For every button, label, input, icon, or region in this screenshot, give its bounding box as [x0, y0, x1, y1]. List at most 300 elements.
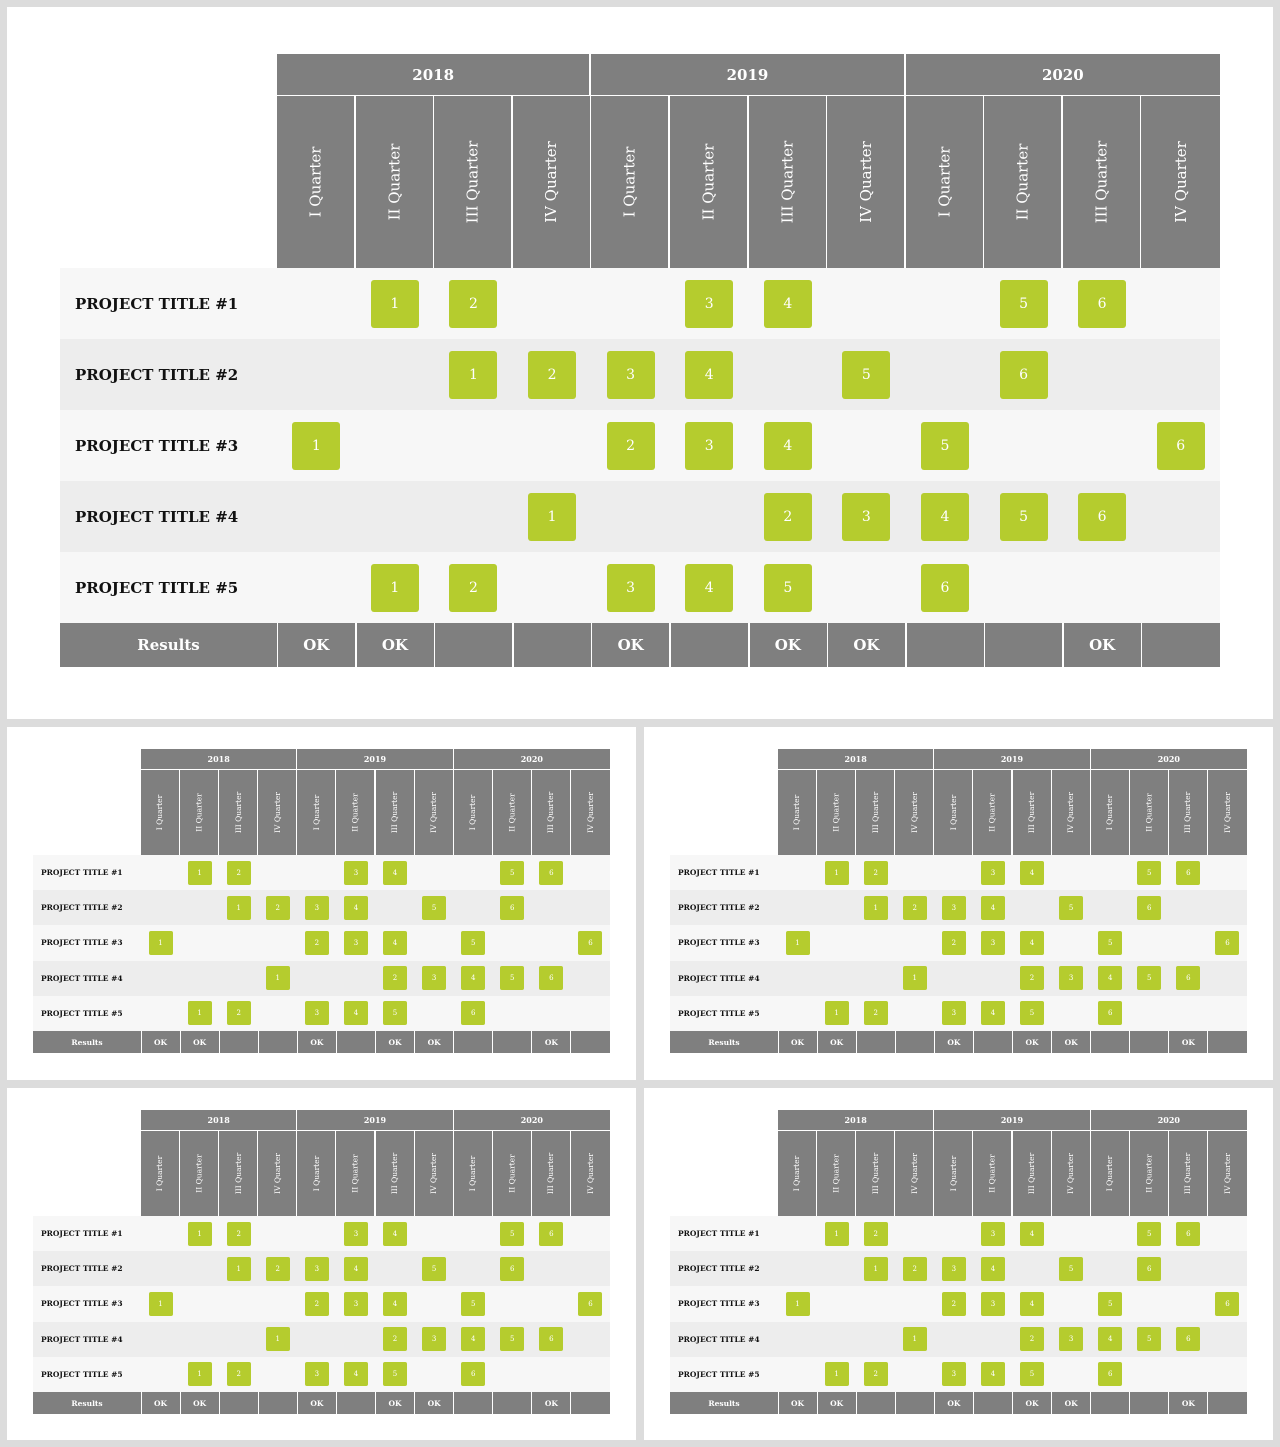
milestone-marker[interactable]: 2 — [449, 564, 497, 612]
results-divider — [778, 1031, 779, 1053]
quarter-header — [571, 770, 610, 855]
milestone-marker[interactable]: 5 — [1000, 280, 1048, 328]
quarter-label: III Quarter — [1183, 791, 1193, 834]
milestone-marker[interactable]: 6 — [1176, 1222, 1200, 1246]
milestone-marker[interactable]: 5 — [1137, 1222, 1161, 1246]
milestone-marker[interactable]: 6 — [500, 1257, 524, 1281]
result-value — [219, 1392, 258, 1414]
milestone-marker[interactable]: 3 — [422, 966, 446, 990]
milestone-marker[interactable]: 4 — [383, 1292, 407, 1316]
quarter-label: I Quarter — [948, 794, 958, 831]
milestone-marker[interactable]: 5 — [383, 1001, 407, 1025]
project-title: PROJECT TITLE #5 — [41, 1369, 123, 1379]
milestone-marker[interactable]: 4 — [764, 280, 812, 328]
milestone-marker[interactable]: 6 — [1176, 966, 1200, 990]
milestone-marker[interactable]: 1 — [227, 1257, 251, 1281]
milestone-marker[interactable]: 5 — [461, 931, 485, 955]
results-divider — [434, 623, 436, 667]
milestone-marker[interactable]: 6 — [539, 1327, 563, 1351]
project-title: PROJECT TITLE #3 — [41, 938, 123, 948]
results-divider — [1247, 1392, 1248, 1414]
milestone-marker[interactable]: 5 — [1000, 493, 1048, 541]
results-divider — [141, 1392, 142, 1414]
results-divider — [856, 1031, 857, 1053]
milestone-marker[interactable]: 3 — [942, 1001, 966, 1025]
result-value: OK — [830, 1398, 844, 1408]
milestone-marker[interactable]: 1 — [266, 966, 290, 990]
results-divider — [934, 1392, 935, 1414]
project-title: PROJECT TITLE #1 — [678, 868, 760, 878]
milestone-marker[interactable]: 6 — [1078, 280, 1126, 328]
milestone-marker[interactable]: 1 — [149, 931, 173, 955]
milestone-marker[interactable]: 5 — [1020, 1001, 1044, 1025]
quarter-header — [856, 1131, 894, 1216]
result-value: OK — [1064, 1398, 1078, 1408]
quarter-header — [1063, 96, 1140, 268]
quarter-header — [895, 1131, 933, 1216]
quarter-header — [336, 1131, 374, 1216]
milestone-marker[interactable]: 1 — [371, 280, 419, 328]
milestone-marker[interactable]: 1 — [149, 1292, 173, 1316]
quarter-label: II Quarter — [987, 793, 997, 832]
milestone-marker[interactable]: 2 — [864, 1362, 888, 1386]
results-divider — [610, 1392, 611, 1414]
milestone-marker[interactable]: 2 — [1020, 966, 1044, 990]
milestone-marker[interactable]: 5 — [422, 1257, 446, 1281]
quarter-label: III Quarter — [546, 1152, 556, 1195]
milestone-marker[interactable]: 1 — [864, 896, 888, 920]
year-header: 2018 — [141, 1110, 296, 1130]
project-title: PROJECT TITLE #3 — [678, 938, 760, 948]
quarter-label: IV Quarter — [1066, 792, 1076, 833]
milestone-marker[interactable]: 2 — [1020, 1327, 1044, 1351]
milestone-marker[interactable]: 5 — [500, 1222, 524, 1246]
result-value — [513, 623, 592, 667]
milestone-marker[interactable]: 4 — [344, 896, 368, 920]
milestone-marker[interactable]: 1 — [188, 1362, 212, 1386]
milestone-marker[interactable]: 3 — [305, 1257, 329, 1281]
milestone-marker[interactable]: 1 — [786, 1292, 810, 1316]
milestone-marker[interactable]: 6 — [1176, 1327, 1200, 1351]
milestone-marker[interactable]: 5 — [1137, 861, 1161, 885]
milestone-marker[interactable]: 5 — [921, 422, 969, 470]
milestone-marker[interactable]: 6 — [578, 1292, 602, 1316]
milestone-marker[interactable]: 6 — [500, 896, 524, 920]
milestone-marker[interactable]: 6 — [1078, 493, 1126, 541]
project-title: PROJECT TITLE #1 — [678, 1229, 760, 1239]
milestone-marker[interactable]: 4 — [685, 351, 733, 399]
milestone-marker[interactable]: 1 — [825, 1362, 849, 1386]
milestone-marker[interactable]: 1 — [292, 422, 340, 470]
results-divider — [1090, 1031, 1091, 1053]
result-value: OK — [303, 636, 330, 654]
quarter-label: II Quarter — [194, 1154, 204, 1193]
quarter-label: III Quarter — [1183, 1152, 1193, 1195]
milestone-marker[interactable]: 4 — [981, 1362, 1005, 1386]
result-value — [336, 1392, 375, 1414]
result-value — [219, 1031, 258, 1053]
results-divider — [1207, 1031, 1208, 1053]
quarter-header — [258, 1131, 296, 1216]
milestone-marker[interactable]: 2 — [864, 861, 888, 885]
milestone-marker[interactable]: 1 — [449, 351, 497, 399]
quarter-header — [219, 770, 257, 855]
milestone-marker[interactable]: 2 — [266, 1257, 290, 1281]
milestone-marker[interactable]: 5 — [1137, 1327, 1161, 1351]
milestone-marker[interactable]: 6 — [461, 1362, 485, 1386]
quarter-header — [141, 770, 179, 855]
milestone-marker[interactable]: 4 — [981, 1257, 1005, 1281]
milestone-marker[interactable]: 2 — [903, 896, 927, 920]
project-title: PROJECT TITLE #5 — [75, 578, 239, 597]
milestone-marker[interactable]: 3 — [981, 1222, 1005, 1246]
milestone-marker[interactable]: 4 — [685, 564, 733, 612]
milestone-marker[interactable]: 1 — [825, 1001, 849, 1025]
milestone-marker[interactable]: 6 — [921, 564, 969, 612]
milestone-marker[interactable]: 1 — [528, 493, 576, 541]
milestone-marker[interactable]: 2 — [227, 1001, 251, 1025]
results-divider — [355, 623, 357, 667]
milestone-marker[interactable]: 3 — [607, 351, 655, 399]
milestone-marker[interactable]: 2 — [528, 351, 576, 399]
milestone-marker[interactable]: 1 — [371, 564, 419, 612]
milestone-marker[interactable]: 3 — [981, 931, 1005, 955]
milestone-marker[interactable]: 6 — [1137, 1257, 1161, 1281]
milestone-marker[interactable]: 4 — [921, 493, 969, 541]
quarter-label: I Quarter — [620, 146, 639, 218]
milestone-marker[interactable]: 6 — [1215, 931, 1239, 955]
milestone-marker[interactable]: 6 — [1215, 1292, 1239, 1316]
result-value — [670, 623, 749, 667]
results-divider — [1168, 1031, 1169, 1053]
quarter-header — [817, 770, 855, 855]
milestone-marker[interactable]: 1 — [903, 1327, 927, 1351]
milestone-marker[interactable]: 3 — [305, 1001, 329, 1025]
year-header: 2020 — [1091, 1110, 1247, 1130]
milestone-marker[interactable]: 2 — [449, 280, 497, 328]
project-title: PROJECT TITLE #4 — [41, 1334, 123, 1344]
quarter-label: III Quarter — [1092, 140, 1111, 224]
quarter-label: IV Quarter — [585, 1153, 595, 1194]
quarter-header — [973, 1131, 1011, 1216]
milestone-marker[interactable]: 2 — [266, 896, 290, 920]
project-title: PROJECT TITLE #2 — [75, 365, 239, 384]
milestone-marker[interactable]: 4 — [981, 1001, 1005, 1025]
milestone-marker[interactable]: 4 — [344, 1362, 368, 1386]
year-header: 2020 — [906, 54, 1220, 95]
result-value: OK — [544, 1398, 558, 1408]
results-divider — [414, 1392, 415, 1414]
milestone-marker[interactable]: 3 — [942, 1362, 966, 1386]
milestone-marker[interactable]: 3 — [981, 861, 1005, 885]
milestone-marker[interactable]: 2 — [903, 1257, 927, 1281]
result-value — [1141, 623, 1220, 667]
quarter-header — [258, 770, 296, 855]
milestone-marker[interactable]: 5 — [500, 861, 524, 885]
milestone-marker[interactable]: 5 — [764, 564, 812, 612]
milestone-marker[interactable]: 4 — [981, 896, 1005, 920]
project-title: PROJECT TITLE #5 — [678, 1008, 760, 1018]
milestone-marker[interactable]: 3 — [1059, 966, 1083, 990]
results-divider — [1207, 1392, 1208, 1414]
results-divider — [1220, 623, 1222, 667]
quarter-label: IV Quarter — [856, 141, 875, 223]
milestone-marker[interactable]: 5 — [1098, 1292, 1122, 1316]
quarter-label: I Quarter — [792, 794, 802, 831]
milestone-marker[interactable]: 6 — [539, 966, 563, 990]
milestone-marker[interactable]: 6 — [1176, 861, 1200, 885]
milestone-marker[interactable]: 4 — [383, 1222, 407, 1246]
milestone-marker[interactable]: 2 — [383, 966, 407, 990]
milestone-marker[interactable]: 4 — [461, 1327, 485, 1351]
milestone-marker[interactable]: 3 — [1059, 1327, 1083, 1351]
slide-thumb-2 — [644, 727, 1273, 1080]
results-divider — [973, 1031, 974, 1053]
result-value: OK — [947, 1398, 961, 1408]
milestone-marker[interactable]: 2 — [227, 861, 251, 885]
milestone-marker[interactable]: 2 — [607, 422, 655, 470]
milestone-marker[interactable]: 2 — [942, 931, 966, 955]
milestone-marker[interactable]: 2 — [383, 1327, 407, 1351]
milestone-marker[interactable]: 4 — [1020, 1222, 1044, 1246]
result-value: OK — [193, 1037, 207, 1047]
year-header: 2019 — [591, 54, 903, 95]
quarter-label: III Quarter — [870, 791, 880, 834]
milestone-marker[interactable]: 4 — [383, 931, 407, 955]
milestone-marker[interactable]: 1 — [188, 1001, 212, 1025]
results-divider — [817, 1031, 818, 1053]
results-divider — [570, 1031, 571, 1053]
quarter-label: I Quarter — [306, 146, 325, 218]
results-divider — [1129, 1392, 1130, 1414]
quarter-header — [856, 770, 894, 855]
milestone-marker[interactable]: 4 — [1020, 861, 1044, 885]
milestone-marker[interactable]: 2 — [764, 493, 812, 541]
milestone-marker[interactable]: 6 — [1137, 896, 1161, 920]
milestone-marker[interactable]: 5 — [842, 351, 890, 399]
milestone-marker[interactable]: 5 — [1059, 1257, 1083, 1281]
milestone-marker[interactable]: 3 — [305, 1362, 329, 1386]
milestone-marker[interactable]: 4 — [1098, 1327, 1122, 1351]
result-value — [973, 1031, 1012, 1053]
project-title: PROJECT TITLE #4 — [75, 507, 239, 526]
quarter-header — [415, 770, 453, 855]
milestone-marker[interactable]: 1 — [188, 1222, 212, 1246]
results-divider — [277, 623, 279, 667]
result-value — [258, 1392, 297, 1414]
results-divider — [180, 1392, 181, 1414]
result-value: OK — [544, 1037, 558, 1047]
quarter-label: IV Quarter — [429, 792, 439, 833]
milestone-marker[interactable]: 3 — [305, 896, 329, 920]
milestone-marker[interactable]: 6 — [1098, 1001, 1122, 1025]
quarter-label: IV Quarter — [272, 792, 282, 833]
milestone-marker[interactable]: 3 — [981, 1292, 1005, 1316]
quarter-label: III Quarter — [778, 140, 797, 224]
results-label: Results — [708, 1037, 740, 1047]
milestone-marker[interactable]: 1 — [227, 896, 251, 920]
milestone-marker[interactable]: 1 — [864, 1257, 888, 1281]
project-title: PROJECT TITLE #4 — [41, 973, 123, 983]
milestone-marker[interactable]: 3 — [685, 422, 733, 470]
quarter-header — [934, 770, 972, 855]
quarter-header — [934, 1131, 972, 1216]
quarter-label: IV Quarter — [1222, 792, 1232, 833]
results-divider — [1051, 1392, 1052, 1414]
quarter-label: II Quarter — [699, 143, 718, 221]
results-divider — [748, 623, 750, 667]
milestone-marker[interactable]: 4 — [344, 1257, 368, 1281]
results-divider — [973, 1392, 974, 1414]
quarter-label: IV Quarter — [429, 1153, 439, 1194]
milestone-marker[interactable]: 3 — [422, 1327, 446, 1351]
milestone-marker[interactable]: 2 — [227, 1362, 251, 1386]
quarter-label: IV Quarter — [909, 792, 919, 833]
milestone-marker[interactable]: 5 — [500, 1327, 524, 1351]
quarter-header — [778, 1131, 816, 1216]
project-title: PROJECT TITLE #1 — [75, 294, 239, 313]
result-value: OK — [1025, 1037, 1039, 1047]
result-value — [1208, 1031, 1247, 1053]
results-divider — [453, 1031, 454, 1053]
milestone-marker[interactable]: 2 — [864, 1222, 888, 1246]
milestone-marker[interactable]: 1 — [825, 861, 849, 885]
milestone-marker[interactable]: 2 — [305, 931, 329, 955]
result-value — [493, 1392, 532, 1414]
milestone-marker[interactable]: 3 — [344, 861, 368, 885]
result-value: OK — [388, 1398, 402, 1408]
quarter-header — [749, 96, 826, 268]
milestone-marker[interactable]: 4 — [344, 1001, 368, 1025]
project-title: PROJECT TITLE #2 — [41, 1264, 123, 1274]
milestone-marker[interactable]: 3 — [344, 1292, 368, 1316]
milestone-marker[interactable]: 5 — [461, 1292, 485, 1316]
milestone-marker[interactable]: 2 — [864, 1001, 888, 1025]
milestone-marker[interactable]: 1 — [188, 861, 212, 885]
results-divider — [1129, 1031, 1130, 1053]
result-value — [906, 623, 985, 667]
milestone-marker[interactable]: 5 — [1059, 896, 1083, 920]
milestone-marker[interactable]: 4 — [1020, 931, 1044, 955]
quarter-label: IV Quarter — [272, 1153, 282, 1194]
quarter-label: I Quarter — [792, 1155, 802, 1192]
milestone-marker[interactable]: 4 — [1020, 1292, 1044, 1316]
result-value: OK — [1025, 1398, 1039, 1408]
milestone-marker[interactable]: 2 — [227, 1222, 251, 1246]
quarter-header — [827, 96, 904, 268]
project-title: PROJECT TITLE #5 — [41, 1008, 123, 1018]
quarter-label: IV Quarter — [1171, 141, 1190, 223]
milestone-marker[interactable]: 6 — [578, 931, 602, 955]
year-header: 2018 — [141, 749, 296, 769]
year-header: 2020 — [454, 749, 610, 769]
milestone-marker[interactable]: 4 — [1098, 966, 1122, 990]
result-value: OK — [1181, 1037, 1195, 1047]
milestone-marker[interactable]: 5 — [1020, 1362, 1044, 1386]
quarter-label: I Quarter — [948, 1155, 958, 1192]
milestone-marker[interactable]: 5 — [383, 1362, 407, 1386]
quarter-header — [1208, 1131, 1247, 1216]
result-value: OK — [1181, 1398, 1195, 1408]
quarter-header — [454, 1131, 492, 1216]
quarter-label: IV Quarter — [585, 792, 595, 833]
slide-thumb-4 — [644, 1088, 1273, 1440]
quarter-header — [493, 770, 531, 855]
results-divider — [570, 1392, 571, 1414]
result-value — [493, 1031, 532, 1053]
quarter-header — [1208, 770, 1247, 855]
result-value — [984, 623, 1063, 667]
results-divider — [984, 623, 986, 667]
milestone-marker[interactable]: 4 — [461, 966, 485, 990]
quarter-header — [778, 770, 816, 855]
quarter-label: IV Quarter — [909, 1153, 919, 1194]
quarter-header — [297, 770, 335, 855]
milestone-marker[interactable]: 6 — [1098, 1362, 1122, 1386]
quarter-header — [415, 1131, 453, 1216]
result-value: OK — [427, 1037, 441, 1047]
milestone-marker[interactable]: 6 — [539, 1222, 563, 1246]
milestone-marker[interactable]: 5 — [500, 966, 524, 990]
milestone-marker[interactable]: 3 — [344, 1222, 368, 1246]
project-title: PROJECT TITLE #4 — [678, 973, 760, 983]
results-divider — [297, 1392, 298, 1414]
results-divider — [531, 1392, 532, 1414]
results-divider — [141, 1031, 142, 1053]
result-value — [434, 623, 513, 667]
milestone-marker[interactable]: 3 — [842, 493, 890, 541]
results-divider — [669, 623, 671, 667]
result-value — [1130, 1392, 1169, 1414]
milestone-marker[interactable]: 2 — [305, 1292, 329, 1316]
quarter-label: III Quarter — [233, 1152, 243, 1195]
results-divider — [778, 1392, 779, 1414]
milestone-marker[interactable]: 5 — [1098, 931, 1122, 955]
milestone-marker[interactable]: 6 — [539, 861, 563, 885]
milestone-marker[interactable]: 3 — [607, 564, 655, 612]
milestone-marker[interactable]: 5 — [1137, 966, 1161, 990]
quarter-label: I Quarter — [935, 146, 954, 218]
milestone-marker[interactable]: 3 — [942, 896, 966, 920]
milestone-marker[interactable]: 6 — [1157, 422, 1205, 470]
milestone-marker[interactable]: 2 — [942, 1292, 966, 1316]
result-value — [258, 1031, 297, 1053]
milestone-marker[interactable]: 6 — [461, 1001, 485, 1025]
milestone-marker[interactable]: 4 — [383, 861, 407, 885]
milestone-marker[interactable]: 1 — [903, 966, 927, 990]
milestone-marker[interactable]: 3 — [344, 931, 368, 955]
milestone-marker[interactable]: 1 — [786, 931, 810, 955]
milestone-marker[interactable]: 6 — [1000, 351, 1048, 399]
milestone-marker[interactable]: 5 — [422, 896, 446, 920]
year-header: 2019 — [934, 749, 1089, 769]
quarter-header — [895, 770, 933, 855]
milestone-marker[interactable]: 1 — [266, 1327, 290, 1351]
results-divider — [375, 1031, 376, 1053]
results-divider — [492, 1392, 493, 1414]
year-header: 2020 — [1091, 749, 1247, 769]
quarter-header — [1169, 770, 1207, 855]
milestone-marker[interactable]: 3 — [942, 1257, 966, 1281]
milestone-marker[interactable]: 1 — [825, 1222, 849, 1246]
result-value — [856, 1392, 895, 1414]
project-title: PROJECT TITLE #3 — [41, 1299, 123, 1309]
result-value — [571, 1031, 610, 1053]
project-title: PROJECT TITLE #5 — [678, 1369, 760, 1379]
quarter-header — [180, 1131, 218, 1216]
milestone-marker[interactable]: 4 — [764, 422, 812, 470]
milestone-marker[interactable]: 3 — [685, 280, 733, 328]
